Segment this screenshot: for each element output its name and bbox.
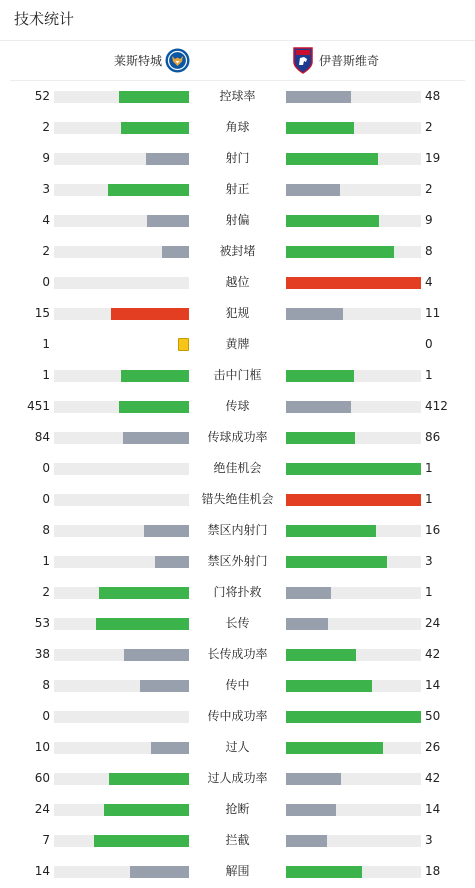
- home-stat-bar: [104, 804, 189, 816]
- section-title: 技术统计: [14, 10, 75, 28]
- away-stat-bar: [286, 587, 331, 599]
- home-stat-bar: [96, 618, 189, 630]
- stat-row: [0, 732, 475, 763]
- home-stat-bar: [140, 680, 189, 692]
- home-stat-bar-track: [54, 618, 189, 630]
- away-stat-bar: [286, 711, 421, 723]
- home-stat-bar: [94, 835, 189, 847]
- home-stat-bar: [162, 246, 189, 258]
- home-stat-value: 14: [34, 864, 50, 878]
- stat-label: 过人成功率: [207, 771, 268, 785]
- stat-label: 击中门框: [213, 368, 262, 382]
- home-stat-value: 2: [42, 585, 50, 599]
- stat-row: [0, 515, 475, 546]
- home-stat-bar-track: [54, 835, 189, 847]
- stat-label: 长传: [225, 616, 250, 630]
- away-stat-bar-track: [286, 680, 421, 692]
- home-stat-bar-track: [54, 773, 189, 785]
- home-stat-bar-track: [54, 804, 189, 816]
- home-stat-value: 60: [34, 771, 50, 785]
- stat-label: 传中: [225, 678, 250, 692]
- home-stat-value: 7: [42, 833, 50, 847]
- away-stat-value: 1: [425, 585, 433, 599]
- away-stat-bar: [286, 556, 387, 568]
- stat-row: [0, 267, 475, 298]
- away-team-name[interactable]: 伊普斯维奇: [319, 54, 380, 68]
- stat-row: [0, 391, 475, 422]
- away-stat-bar: [286, 866, 362, 878]
- stat-row: [0, 546, 475, 577]
- home-stat-bar-track: [54, 556, 189, 568]
- stat-row: [0, 701, 475, 732]
- home-stat-bar: [144, 525, 189, 537]
- stat-row: [0, 81, 475, 112]
- away-stat-bar: [286, 680, 372, 692]
- away-stat-bar: [286, 742, 383, 754]
- away-stat-bar-track: [286, 153, 421, 165]
- stat-label: 长传成功率: [207, 647, 268, 661]
- home-stat-bar-track: [54, 308, 189, 320]
- home-stat-value: 38: [34, 647, 50, 661]
- home-stat-bar-track: [54, 742, 189, 754]
- away-stat-bar: [286, 463, 421, 475]
- away-stat-bar: [286, 153, 378, 165]
- header-divider: [0, 40, 475, 41]
- home-stat-bar: [147, 215, 189, 227]
- away-stat-value: 50: [425, 709, 441, 723]
- home-stat-bar: [155, 556, 189, 568]
- home-stat-value: 4: [42, 213, 50, 227]
- away-stat-value: 18: [425, 864, 441, 878]
- stat-label: 禁区内射门: [207, 523, 268, 537]
- home-stat-value: 1: [42, 554, 50, 568]
- home-stat-value: 1: [42, 337, 50, 351]
- home-team-name[interactable]: 莱斯特城: [113, 54, 162, 68]
- home-stat-bar-track: [54, 370, 189, 382]
- away-stat-value: 24: [425, 616, 441, 630]
- home-stat-bar-track: [54, 246, 189, 258]
- stat-label: 被封堵: [219, 244, 256, 258]
- stat-row: [0, 298, 475, 329]
- stat-row: [0, 453, 475, 484]
- stat-row: [0, 856, 475, 887]
- stat-label: 犯规: [225, 306, 250, 320]
- away-stat-value: 3: [425, 833, 433, 847]
- away-stat-bar: [286, 277, 421, 289]
- away-stat-value: 1: [425, 461, 433, 475]
- home-stat-value: 0: [42, 461, 50, 475]
- home-stat-bar-track: [54, 494, 189, 506]
- stat-row: [0, 422, 475, 453]
- away-stat-value: 86: [425, 430, 441, 444]
- home-stat-value: 0: [42, 709, 50, 723]
- stat-label: 禁区外射门: [207, 554, 268, 568]
- home-stat-bar: [121, 370, 189, 382]
- home-stat-bar-track: [54, 866, 189, 878]
- away-stat-bar: [286, 618, 328, 630]
- away-stat-bar-track: [286, 184, 421, 196]
- stat-label: 传球成功率: [207, 430, 268, 444]
- home-stat-value: 2: [42, 120, 50, 134]
- home-stat-bar: [124, 649, 189, 661]
- home-stat-value: 52: [34, 89, 50, 103]
- away-stat-bar-track: [286, 866, 421, 878]
- away-stat-bar: [286, 91, 351, 103]
- away-stat-value: 1: [425, 368, 433, 382]
- away-stat-value: 14: [425, 802, 441, 816]
- home-stat-value: 3: [42, 182, 50, 196]
- stat-row: [0, 670, 475, 701]
- away-stat-bar: [286, 308, 343, 320]
- away-stat-bar-track: [286, 618, 421, 630]
- away-stat-bar-track: [286, 711, 421, 723]
- stat-row: [0, 205, 475, 236]
- home-stat-bar: [119, 401, 189, 413]
- away-stat-bar: [286, 494, 421, 506]
- stat-label: 过人: [225, 740, 250, 754]
- home-stat-bar: [130, 866, 189, 878]
- stat-label: 射正: [225, 182, 250, 196]
- home-stat-bar-track: [54, 587, 189, 599]
- away-stat-value: 3: [425, 554, 433, 568]
- stat-label: 越位: [225, 275, 250, 289]
- away-stat-bar: [286, 804, 336, 816]
- home-stat-bar: [111, 308, 189, 320]
- away-stat-bar-track: [286, 525, 421, 537]
- away-stat-bar-track: [286, 463, 421, 475]
- yellow-card-icon: [178, 338, 189, 351]
- away-stat-bar: [286, 370, 354, 382]
- away-stat-bar-track: [286, 246, 421, 258]
- away-stat-bar: [286, 432, 355, 444]
- away-stat-value: 26: [425, 740, 441, 754]
- away-stat-value: 2: [425, 182, 433, 196]
- away-stat-bar-track: [286, 742, 421, 754]
- away-stat-bar: [286, 649, 356, 661]
- away-stat-value: 412: [425, 399, 448, 413]
- away-stat-bar: [286, 122, 354, 134]
- home-stat-value: 0: [42, 275, 50, 289]
- away-stat-bar-track: [286, 215, 421, 227]
- stat-label: 绝佳机会: [213, 461, 262, 475]
- home-stat-bar: [108, 184, 189, 196]
- stats-list: [0, 81, 475, 887]
- stat-row: [0, 329, 475, 360]
- stat-label: 拦截: [225, 833, 250, 847]
- away-stat-value: 2: [425, 120, 433, 134]
- away-stat-value: 48: [425, 89, 441, 103]
- home-stat-bar-track: [54, 711, 189, 723]
- home-stat-bar-track: [54, 463, 189, 475]
- away-stat-value: 19: [425, 151, 441, 165]
- home-stat-bar-track: [54, 680, 189, 692]
- away-stat-bar-track: [286, 835, 421, 847]
- home-stat-value: 0: [42, 492, 50, 506]
- away-stat-bar-track: [286, 91, 421, 103]
- away-stat-bar-track: [286, 401, 421, 413]
- stat-label: 射偏: [225, 213, 250, 227]
- home-stat-value: 451: [27, 399, 50, 413]
- stat-row: [0, 794, 475, 825]
- away-stat-value: 42: [425, 771, 441, 785]
- home-stat-value: 24: [34, 802, 50, 816]
- stat-row: [0, 112, 475, 143]
- home-stat-value: 53: [34, 616, 50, 630]
- away-stat-value: 1: [425, 492, 433, 506]
- home-stat-bar: [99, 587, 189, 599]
- away-stat-value: 16: [425, 523, 441, 537]
- away-stat-bar: [286, 401, 351, 413]
- away-stat-bar-track: [286, 804, 421, 816]
- away-stat-bar: [286, 215, 379, 227]
- home-stat-bar-track: [54, 215, 189, 227]
- teams-header: [0, 44, 475, 78]
- home-stat-value: 15: [34, 306, 50, 320]
- away-stat-value: 8: [425, 244, 433, 258]
- away-stat-value: 4: [425, 275, 433, 289]
- stat-label: 传球: [225, 399, 250, 413]
- stat-row: [0, 763, 475, 794]
- home-stat-bar-track: [54, 432, 189, 444]
- home-stat-bar: [109, 773, 189, 785]
- home-stat-bar-track: [54, 153, 189, 165]
- stat-row: [0, 174, 475, 205]
- away-stat-bar-track: [286, 370, 421, 382]
- home-stat-value: 1: [42, 368, 50, 382]
- stat-row: [0, 577, 475, 608]
- home-stat-bar-track: [54, 122, 189, 134]
- stat-row: [0, 143, 475, 174]
- home-stat-value: 8: [42, 678, 50, 692]
- stat-label: 射门: [225, 151, 250, 165]
- away-stat-bar-track: [286, 587, 421, 599]
- away-stat-bar-track: [286, 308, 421, 320]
- home-stat-bar-track: [54, 91, 189, 103]
- stat-label: 错失绝佳机会: [201, 492, 274, 506]
- home-stat-bar: [121, 122, 189, 134]
- stat-row: [0, 608, 475, 639]
- stat-label: 门将扑救: [213, 585, 262, 599]
- stat-label: 抢断: [225, 802, 250, 816]
- stat-label: 角球: [225, 120, 250, 134]
- away-stat-value: 9: [425, 213, 433, 227]
- stat-row: [0, 825, 475, 856]
- stat-row: [0, 360, 475, 391]
- away-stat-value: 0: [425, 337, 433, 351]
- away-stat-bar: [286, 184, 340, 196]
- home-stat-bar-track: [54, 525, 189, 537]
- home-stat-bar: [151, 742, 189, 754]
- away-stat-bar-track: [286, 649, 421, 661]
- home-stat-value: 10: [34, 740, 50, 754]
- stat-row: [0, 236, 475, 267]
- home-stat-value: 8: [42, 523, 50, 537]
- away-stat-bar: [286, 835, 327, 847]
- leicester-fox-crest-icon[interactable]: [165, 48, 190, 73]
- away-stat-bar-track: [286, 122, 421, 134]
- stat-row: [0, 484, 475, 515]
- home-stat-bar-track: [54, 184, 189, 196]
- away-stat-bar: [286, 246, 394, 258]
- away-stat-bar-track: [286, 277, 421, 289]
- away-stat-bar: [286, 525, 376, 537]
- home-stat-bar: [146, 153, 189, 165]
- home-stat-bar-track: [54, 277, 189, 289]
- away-stat-bar-track: [286, 494, 421, 506]
- ipswich-horse-crest-icon[interactable]: [292, 47, 314, 74]
- home-stat-value: 2: [42, 244, 50, 258]
- away-stat-bar: [286, 773, 341, 785]
- stat-label: 黄牌: [225, 337, 250, 351]
- stat-label: 控球率: [219, 89, 256, 103]
- stat-row: [0, 639, 475, 670]
- away-stat-bar-track: [286, 773, 421, 785]
- stat-label: 传中成功率: [207, 709, 268, 723]
- away-stat-value: 14: [425, 678, 441, 692]
- home-stat-bar: [119, 91, 189, 103]
- home-stat-value: 84: [34, 430, 50, 444]
- away-stat-bar-track: [286, 432, 421, 444]
- home-stat-bar: [123, 432, 189, 444]
- away-stat-value: 42: [425, 647, 441, 661]
- home-stat-value: 9: [42, 151, 50, 165]
- away-stat-bar-track: [286, 556, 421, 568]
- away-stat-value: 11: [425, 306, 441, 320]
- home-stat-bar-track: [54, 401, 189, 413]
- home-stat-bar-track: [54, 649, 189, 661]
- stat-label: 解围: [225, 864, 250, 878]
